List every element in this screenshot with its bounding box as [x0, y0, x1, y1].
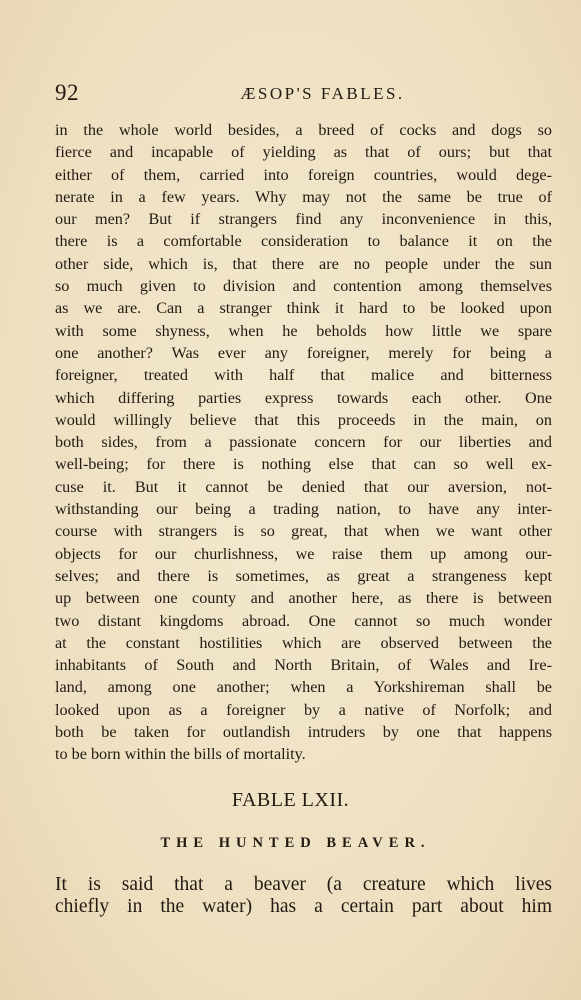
- text-line: withstanding our being a trading nation, to have any inter-: [55, 500, 552, 519]
- fable-subtitle: THE HUNTED BEAVER.: [160, 835, 431, 851]
- text-line: as we are. Can a stranger think it hard to be looked upon: [55, 299, 552, 318]
- body-text: [55, 119, 552, 766]
- text-line: course with strangers is so great, that when we want other: [55, 522, 552, 541]
- page-number: 92: [55, 80, 79, 105]
- text-line: in the whole world besides, a breed of cocks and dogs so: [55, 121, 552, 139]
- text-line: other side, which is, that there are no people under the sun: [55, 254, 552, 273]
- page-header: [55, 80, 550, 110]
- text-line: fierce and incapable of yielding as that of ours; but that: [55, 143, 552, 162]
- fable-title: FABLE LXII.: [231, 789, 350, 811]
- text-line: objects for our churlishness, we raise them up among our-: [55, 544, 552, 563]
- text-line: to be born within the bills of mortality.: [55, 745, 306, 764]
- text-line: up between one county and another here, as there is between: [55, 589, 552, 608]
- text-line: inhabitants of South and North Britain, of Wales and Ire-: [55, 656, 552, 675]
- text-line: our men? But if strangers find any inconvenience in this,: [55, 210, 552, 229]
- text-line: so much given to division and contention among themselves: [55, 277, 552, 296]
- text-line: both sides, from a passionate concern for our liberties and: [55, 433, 552, 452]
- fable-text: [55, 872, 552, 917]
- text-line: foreigner, treated with half that malice and bitterness: [55, 366, 552, 385]
- text-line: chiefly in the water) has a certain part about him: [55, 896, 552, 918]
- text-line: would willingly believe that this proceeds in the main, on: [55, 410, 552, 429]
- text-line: which differing parties express towards each other. One: [55, 388, 552, 407]
- text-line: at the constant hostilities which are observed between the: [55, 633, 552, 652]
- text-line: well-being; for there is nothing else that can so well ex-: [55, 455, 552, 474]
- text-line: selves; and there is sometimes, as great a strangeness kept: [55, 566, 552, 585]
- text-line: two distant kingdoms abroad. One cannot so much wonder: [55, 611, 552, 630]
- text-line: It is said that a beaver (a creature which lives: [55, 874, 552, 895]
- running-title: ÆSOP'S FABLES.: [240, 84, 405, 103]
- text-line: nerate in a few years. Why may not the same be true of: [55, 187, 552, 206]
- text-line: with some shyness, when he beholds how little we spare: [55, 321, 552, 340]
- text-line: both be taken for outlandish intruders by one that happens: [55, 723, 552, 742]
- text-line: one another? Was ever any foreigner, merely for being a: [55, 343, 552, 362]
- text-line: there is a comfortable consideration to balance it on the: [55, 232, 552, 251]
- text-line: land, among one another; when a Yorkshireman shall be: [55, 678, 552, 697]
- text-line: cuse it. But it cannot be denied that our aversion, not-: [55, 477, 552, 496]
- text-line: looked upon as a foreigner by a native of Norfolk; and: [55, 700, 552, 719]
- text-line: either of them, carried into foreign countries, would dege-: [55, 165, 552, 184]
